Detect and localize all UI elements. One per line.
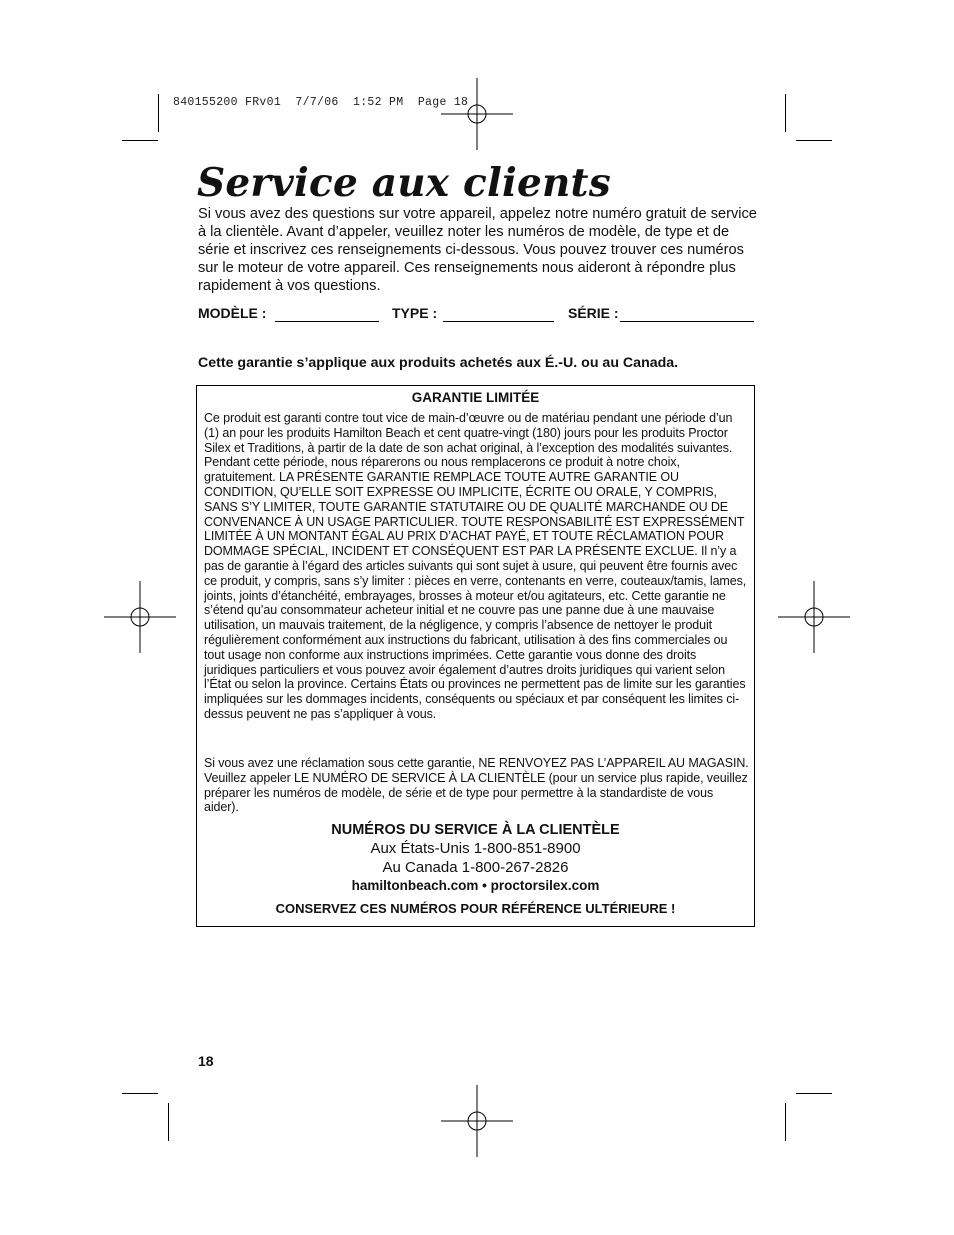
model-label: MODÈLE : bbox=[198, 305, 267, 321]
keep-numbers-note: CONSERVEZ CES NUMÉROS POUR RÉFÉRENCE ULTÉRIEURE ! bbox=[275, 901, 676, 916]
warranty-paragraph: Ce produit est garanti contre tout vice de main-d’œuvre ou de matériau pendant une période d’un (1) an pour les produits Hamilton Beach et cent quatre-vingt (180) jours pour les produits Proctor Silex et Traditions, à partir de la date de son achat original, à l’exception des modalités suivantes. Pendant cette période, nous réparerons ou nous remplacerons ce produit à notre choix, gratuitement. LA PRÉSENTE GARANTIE REMPLACE TOUTE AUTRE GARANTIE OU CONDITION, QU’ELLE SOIT EXPRESSE OU IMPLICITE, ÉCRITE OU ORALE, Y COMPRIS, SANS S’Y LIMITER, TOUTE GARANTIE STATUTAIRE OU DE QUALITÉ MARCHANDE OU DE CONVENANCE À UN USAGE PARTICULIER. TOUTE RESPONSABILITÉ EST EXPRESSÉMENT LIMITÉE À UN MONTANT ÉGAL AU PRIX D’ACHAT PAYÉ, ET TOUTE RÉCLAMATION POUR DOMMAGE SPÉCIAL, INCIDENT ET CONSÉQUENT EST PAR LA PRÉSENTE EXCLUE. Il n’y a pas de garantie à l’égard des articles suivants qui sont sujet à usure, qui peuvent être fournis avec ce produit, y compris, sans s’y limiter : pièces en verre, contenants en verre, couteaux/tamis, lames, joints, joints d’étanchéité, embrayages, brosses à moteur et/ou agitateurs, etc. Cette garantie ne s’étend qu’au consommateur acheteur initial et ne couvre pas une panne due à une mauvaise utilisation, un mauvais traitement, de la négligence, y compris l’absence de nettoyer le produit régulièrement conformément aux instructions du fabricant, utilisation à des fins commerciales ou tout usage non conforme aux instructions imprimées. Cette garantie vous donne des droits juridiques particuliers et vous pouvez avoir également d’autres droits juridiques qui varient selon l’État ou selon la province. Certains États ou provinces ne permettent pas de limite sur les garanties impliquées sur les dommages incidents, conséquents ou spéciaux et par conséquent les limites ci-dessus peuvent ne pas s’appliquer à vous. bbox=[204, 411, 747, 721]
registration-mark-icon bbox=[441, 1085, 513, 1157]
type-label: TYPE : bbox=[392, 305, 438, 321]
crop-mark bbox=[168, 1103, 169, 1141]
registration-mark-icon bbox=[441, 78, 513, 150]
warranty-applies-note: Cette garantie s’applique aux produits achetés aux É.-U. ou au Canada. bbox=[198, 355, 679, 371]
crop-mark bbox=[785, 94, 786, 132]
registration-mark-icon bbox=[104, 581, 176, 653]
registration-mark-icon bbox=[778, 581, 850, 653]
serial-label: SÉRIE : bbox=[568, 305, 619, 321]
model-blank bbox=[275, 321, 379, 322]
crop-mark bbox=[796, 1093, 832, 1094]
type-blank bbox=[443, 321, 554, 322]
print-slug: 840155200 FRv01 7/7/06 1:52 PM Page 18 bbox=[173, 96, 469, 109]
websites: hamiltonbeach.com • proctorsilex.com bbox=[351, 878, 600, 893]
service-numbers-heading: NUMÉROS DU SERVICE À LA CLIENTÈLE bbox=[331, 822, 620, 838]
serial-blank bbox=[620, 321, 754, 322]
canada-phone: Au Canada 1-800-267-2826 bbox=[382, 859, 569, 876]
crop-mark bbox=[122, 140, 158, 141]
crop-mark bbox=[158, 94, 159, 132]
product-info-fields bbox=[198, 305, 758, 325]
crop-mark bbox=[796, 140, 832, 141]
usa-phone: Aux États-Unis 1-800-851-8900 bbox=[370, 840, 581, 857]
warranty-claim-paragraph: Si vous avez une réclamation sous cette garantie, NE RENVOYEZ PAS L’APPAREIL AU MAGASIN. Veuillez appeler LE NUMÉRO DE SERVICE À LA CLIENTÈLE (pour un service plus rapide, veuillez préparer les numéros de modèle, de série et de type pour permettre à la standardiste de vous aider). bbox=[204, 756, 749, 815]
crop-mark bbox=[785, 1103, 786, 1141]
limited-warranty-box bbox=[196, 385, 755, 927]
intro-paragraph: Si vous avez des questions sur votre appareil, appelez notre numéro gratuit de service à la clientèle. Avant d’appeler, veuillez noter les numéros de modèle, de type et de série et inscrivez ces renseignements ci-dessous. Vous pouvez trouver ces numéros sur le moteur de votre appareil. Ces renseignements nous aideront à répondre plus rapidement à vos questions. bbox=[198, 206, 757, 294]
page-number: 18 bbox=[198, 1053, 214, 1069]
page-title: Service aux clients bbox=[197, 160, 611, 206]
warranty-title: GARANTIE LIMITÉE bbox=[411, 390, 540, 405]
crop-mark bbox=[122, 1093, 158, 1094]
